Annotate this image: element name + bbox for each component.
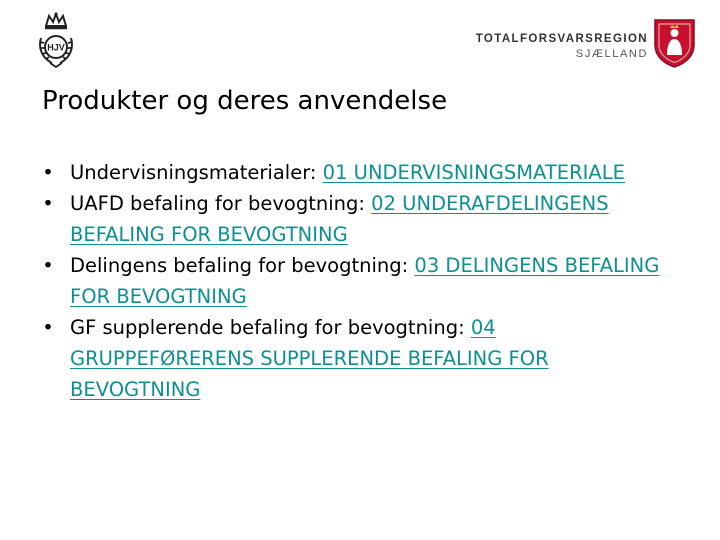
organization-region: SJÆLLAND: [575, 48, 648, 60]
list-item: [42, 157, 682, 188]
bullet-icon: •: [42, 161, 54, 184]
bullet-icon: •: [42, 254, 54, 277]
link-02-underafdelingens-befaling[interactable]: 02 UNDERAFDELINGENS BEFALING FOR BEVOGTNING: [70, 192, 609, 246]
red-shield-crest-icon: [652, 17, 697, 69]
link-01-undervisningsmateriale[interactable]: 01 UNDERVISNINGSMATERIALE: [322, 161, 625, 184]
product-list: [42, 157, 682, 405]
item-text: Undervisningsmaterialer:: [70, 161, 323, 184]
list-item: [42, 188, 682, 250]
organization-name-block: [475, 33, 648, 63]
bullet-icon: •: [42, 316, 54, 339]
hjv-emblem-text: HJV: [47, 42, 65, 53]
list-item: [42, 250, 682, 312]
link-04-gruppeforerens-befaling[interactable]: 04 GRUPPEFØRERENS SUPPLERENDE BEFALING FOR BEVOGTNING: [70, 316, 549, 401]
link-03-delingens-befaling[interactable]: 03 DELINGENS BEFALING FOR BEVOGTNING: [70, 254, 660, 308]
hjv-crown-emblem-icon: [32, 12, 80, 68]
item-text: GF supplerende befaling for bevogtning:: [70, 316, 471, 339]
item-text: UAFD befaling for bevogtning:: [70, 192, 372, 215]
page-title: Produkter og deres anvendelse: [42, 86, 448, 116]
item-text: Delingens befaling for bevogtning:: [70, 254, 415, 277]
organization-name: TOTALFORSVARSREGION: [475, 33, 648, 45]
list-item: [42, 312, 682, 405]
bullet-icon: •: [42, 192, 54, 215]
